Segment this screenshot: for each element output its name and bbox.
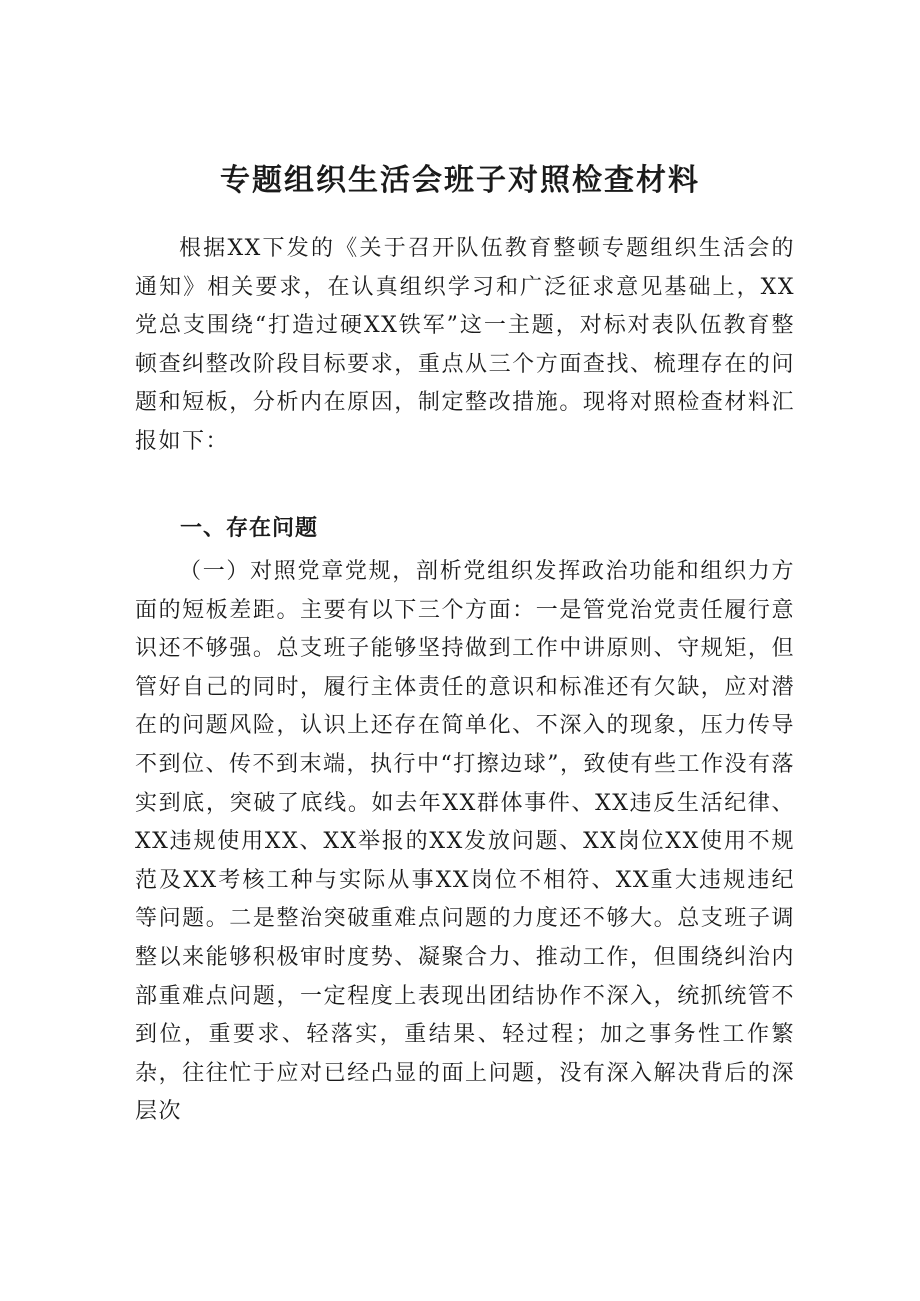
- intro-paragraph: 根据XX下发的《关于召开队伍教育整顿专题组织生活会的通知》相关要求，在认真组织学习和广泛征求意见基础上，XX党总支围绕“打造过硬XX铁军”这一主题，对标对表队伍教育整顿查纠整改阶段目标要求，重点从三个方面查找、梳理存在的问题和短板，分析内在原因，制定整改措施。现将对照检查材料汇报如下：: [135, 236, 795, 454]
- document-title: 专题组织生活会班子对照检查材料: [220, 163, 700, 198]
- section-heading: 一、存在问题: [180, 516, 319, 541]
- section-paragraph: （一）对照党章党规，剖析党组织发挥政治功能和组织力方面的短板差距。主要有以下三个方面：一是管党治党责任履行意识还不够强。总支班子能够坚持做到工作中讲原则、守规矩，但管好自己的同时，履行主体责任的意识和标准还有欠缺，应对潜在的问题风险，认识上还存在简单化、不深入的现象，压力传导不到位、传不到末端，执行中“打擦边球”，致使有些工作没有落实到底，突破了底线。如去年XX群体事件、XX违反生活纪律、XX违规使用XX、XX举报的XX发放问题、XX岗位XX使用不规范及XX考核工种与实际从事XX岗位不相符、XX重大违规违纪等问题。二是整治突破重难点问题的力度还不够大。总支班子调整以来能够积极审时度势、凝聚合力、推动工作，但围绕纠治内部重难点问题，一定程度上表现出团结协作不深入，统抓统管不到位，重要求、轻落实，重结果、轻过程；加之事务性工作繁杂，往往忙于应对已经凸显的面上问题，没有深入解决背后的深层次: [135, 559, 795, 1125]
